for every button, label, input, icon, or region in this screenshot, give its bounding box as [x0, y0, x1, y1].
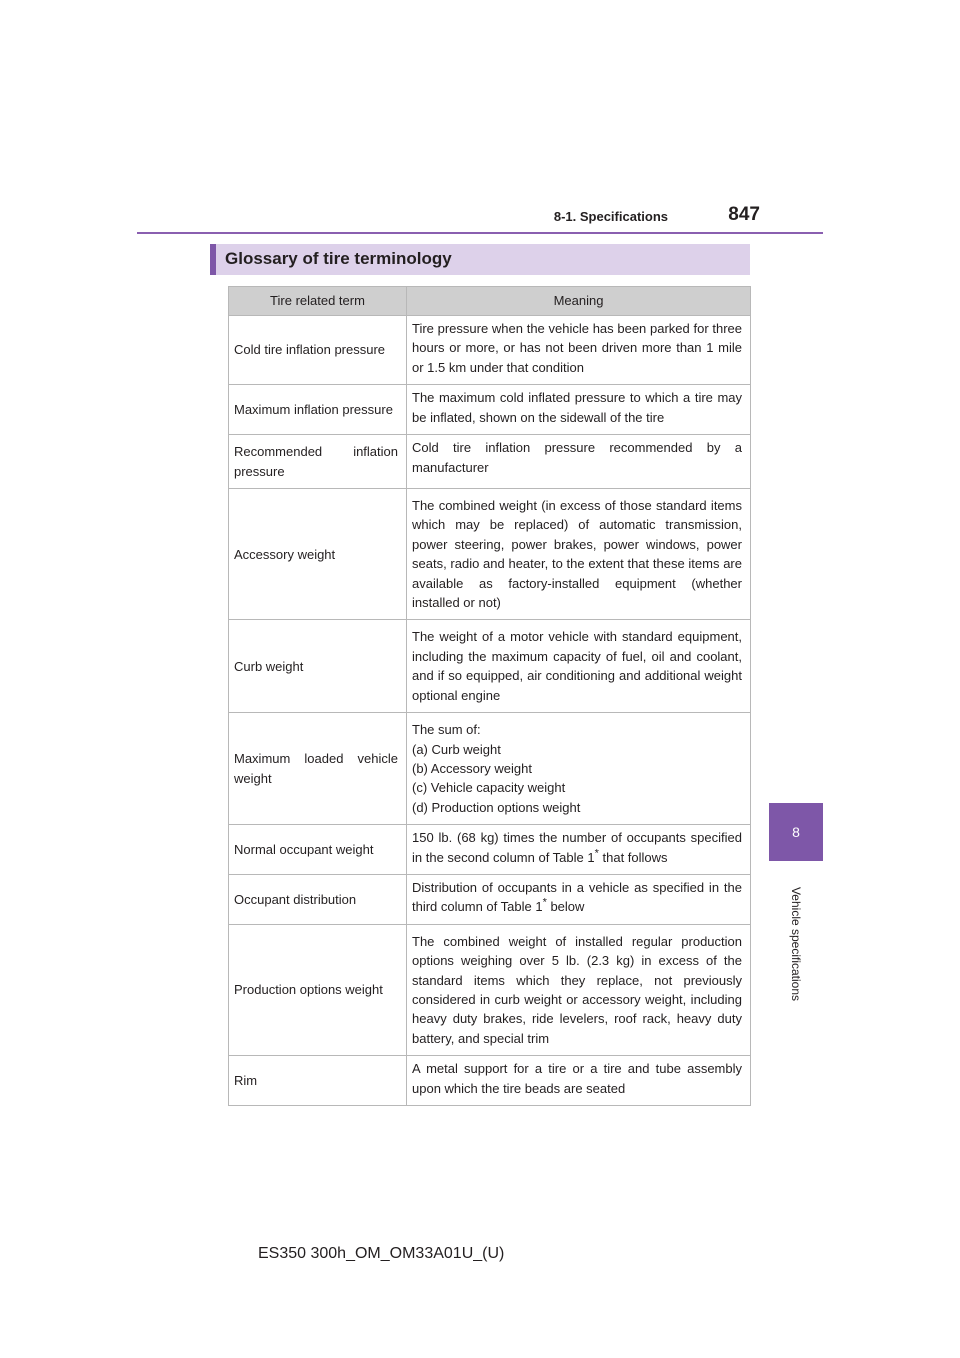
meaning-cell: Tire pressure when the vehicle has been parked for three hours or more, or has not been driven more than 1 mile or 1.5 km under that condition — [407, 316, 751, 385]
footnote-asterisk: * — [542, 897, 547, 910]
glossary-table — [228, 286, 751, 1106]
meaning-line: (d) Production options weight — [412, 799, 581, 815]
chapter-label: Vehicle specifications — [789, 886, 803, 1002]
footnote-asterisk: * — [594, 847, 599, 860]
glossary-heading — [210, 244, 750, 275]
meaning-cell — [407, 713, 751, 825]
meaning-cell: The weight of a motor vehicle with standard equipment, including the maximum capacity of fuel, oil and coolant, and if so equipped, air conditioning and additional weight optional engine — [407, 620, 751, 713]
table-row — [229, 924, 751, 1055]
table-row — [229, 316, 751, 385]
meaning-cell: A metal support for a tire or a tire and tube assembly upon which the tire beads are seated — [407, 1056, 751, 1106]
term-cell: Curb weight — [229, 620, 407, 713]
table-row — [229, 874, 751, 924]
meaning-cell — [407, 825, 751, 875]
table-row — [229, 620, 751, 713]
table-row — [229, 435, 751, 489]
table-header-row — [229, 287, 751, 316]
term-cell: Maximum inflation pressure — [229, 385, 407, 435]
header-divider — [137, 232, 823, 234]
document-code: ES350 300h_OM_OM33A01U_(U) — [258, 1245, 505, 1262]
meaning-cell: The maximum cold inflated pressure to which a tire may be inflated, shown on the sidewall of the tire — [407, 385, 751, 435]
table-row — [229, 713, 751, 825]
term-cell: Rim — [229, 1056, 407, 1106]
meaning-cell: Cold tire inflation pressure recommended by a manufacturer — [407, 435, 751, 489]
term-cell: Normal occupant weight — [229, 825, 407, 875]
column-header-meaning: Meaning — [407, 287, 751, 316]
meaning-line: (b) Accessory weight — [412, 760, 532, 776]
meaning-cell: The combined weight of installed regular production options weighing over 5 lb. (2.3 kg) in excess of the standard items which they replace, not previously considered in curb weight or accessory weight, including heavy duty brakes, ride levelers, roof rack, heavy duty battery, and special trim — [407, 924, 751, 1055]
term-cell: Occupant distribution — [229, 874, 407, 924]
term-cell: Recommended inflation pressure — [229, 435, 407, 489]
glossary-heading-text: Glossary of tire terminology — [225, 249, 452, 268]
chapter-tab — [769, 803, 823, 861]
chapter-number: 8 — [792, 824, 800, 840]
table-row — [229, 1056, 751, 1106]
meaning-cell: The combined weight (in excess of those standard items which may be replaced) of automatic transmission, power steering, power brakes, power windows, power seats, radio and heater, to the extent that these items are available as factory-installed equipment (whether installed or not) — [407, 489, 751, 620]
term-cell: Production options weight — [229, 924, 407, 1055]
term-cell: Maximum loaded vehicle weight — [229, 713, 407, 825]
meaning-text: below — [546, 899, 585, 915]
meaning-text: that follows — [598, 849, 668, 865]
meaning-line: (c) Vehicle capacity weight — [412, 780, 566, 796]
meaning-line: (a) Curb weight — [412, 741, 501, 757]
column-header-term: Tire related term — [229, 287, 407, 316]
term-cell: Accessory weight — [229, 489, 407, 620]
meaning-text: 150 lb. (68 kg) times the number of occupants specified in the second column of Table 1 — [412, 830, 742, 865]
page-number: 847 — [728, 204, 760, 225]
meaning-line: The sum of: — [412, 722, 481, 738]
table-row — [229, 489, 751, 620]
table-row — [229, 825, 751, 875]
section-title: 8-1. Specifications — [553, 209, 668, 224]
meaning-text: Distribution of occupants in a vehicle as specified in the third column of Table 1 — [412, 879, 742, 915]
term-cell: Cold tire inflation pressure — [229, 316, 407, 385]
table-row — [229, 385, 751, 435]
meaning-cell — [407, 874, 751, 924]
